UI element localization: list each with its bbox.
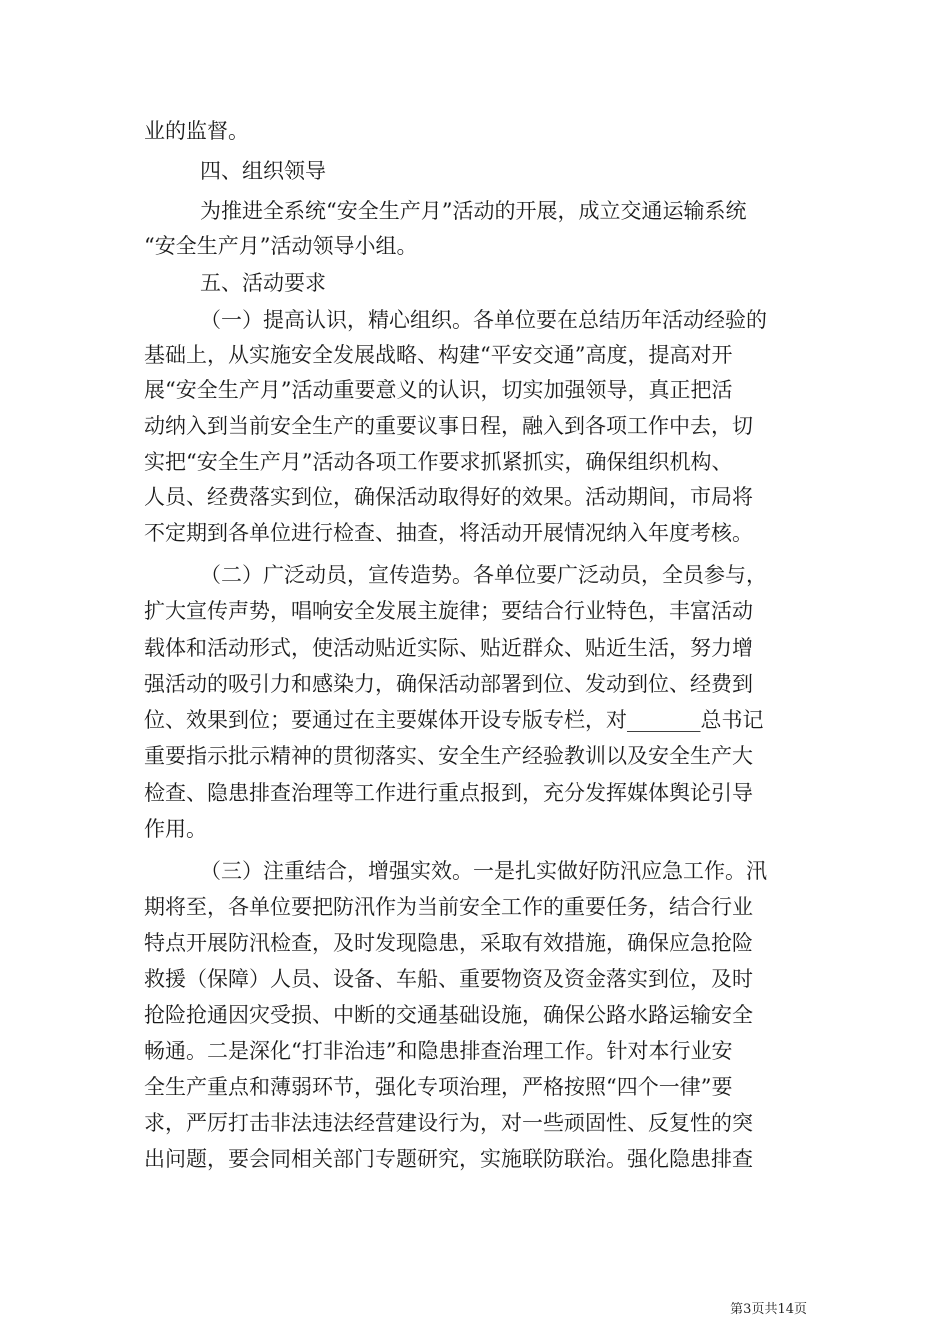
paragraph-start: （一）提高认识，精心组织。各单位要在总结历年活动经验的 xyxy=(200,308,767,332)
text-line: 检查、隐患排查治理等工作进行重点报到，充分发挥媒体舆论引导 xyxy=(144,781,753,805)
text-line: 展“安全生产月”活动重要意义的认识，切实加强领导，真正把活 xyxy=(144,378,733,402)
text-line: 特点开展防汛检查，及时发现隐患，采取有效措施，确保应急抢险 xyxy=(144,931,753,955)
section-heading: 五、活动要求 xyxy=(200,271,326,295)
text-line: 期将至，各单位要把防汛作为当前安全工作的重要任务，结合行业 xyxy=(144,895,753,919)
text-line: 作用。 xyxy=(144,817,207,841)
section-heading: 四、组织领导 xyxy=(200,159,326,183)
text-line: 扩大宣传声势，唱响安全发展主旋律；要结合行业特色，丰富活动 xyxy=(144,599,753,623)
text-line: 畅通。二是深化“打非治违”和隐患排查治理工作。针对本行业安 xyxy=(144,1039,733,1063)
text-line: 为推进全系统“安全生产月”活动的开展，成立交通运输系统 xyxy=(200,199,747,223)
text-line: 全生产重点和薄弱环节，强化专项治理，严格按照“四个一律”要 xyxy=(144,1075,733,1099)
text-line: 实把“安全生产月”活动各项工作要求抓紧抓实，确保组织机构、 xyxy=(144,450,733,474)
text-line: 救援（保障）人员、设备、车船、重要物资及资金落实到位，及时 xyxy=(144,967,753,991)
text-line: 求，严厉打击非法违法经营建设行为，对一些顽固性、反复性的突 xyxy=(144,1111,753,1135)
text-line: 出问题，要会同相关部门专题研究，实施联防联治。强化隐患排查 xyxy=(144,1147,753,1171)
text-line: “安全生产月”活动领导小组。 xyxy=(144,234,418,258)
text-line: 动纳入到当前安全生产的重要议事日程，融入到各项工作中去，切 xyxy=(144,414,753,438)
text-line: 基础上，从实施安全发展战略、构建“平安交通”高度，提高对开 xyxy=(144,343,733,367)
page-number: 第3页共14页 xyxy=(730,1302,807,1317)
text-line: 位、效果到位；要通过在主要媒体开设专版专栏，对_______总书记 xyxy=(144,708,764,732)
paragraph-start: （三）注重结合，增强实效。一是扎实做好防汛应急工作。汛 xyxy=(200,859,767,883)
text-line: 不定期到各单位进行检查、抽查，将活动开展情况纳入年度考核。 xyxy=(144,521,753,545)
paragraph-start: （二）广泛动员，宣传造势。各单位要广泛动员，全员参与， xyxy=(200,563,767,587)
text-line: 强活动的吸引力和感染力，确保活动部署到位、发动到位、经费到 xyxy=(144,672,753,696)
text-line: 重要指示批示精神的贯彻落实、安全生产经验教训以及安全生产大 xyxy=(144,744,753,768)
text-line: 人员、经费落实到位，确保活动取得好的效果。活动期间，市局将 xyxy=(144,485,753,509)
text-line: 抢险抢通因灾受损、中断的交通基础设施，确保公路水路运输安全 xyxy=(144,1003,753,1027)
text-line: 载体和活动形式，使活动贴近实际、贴近群众、贴近生活，努力增 xyxy=(144,636,753,660)
text-line: 业的监督。 xyxy=(144,119,249,143)
